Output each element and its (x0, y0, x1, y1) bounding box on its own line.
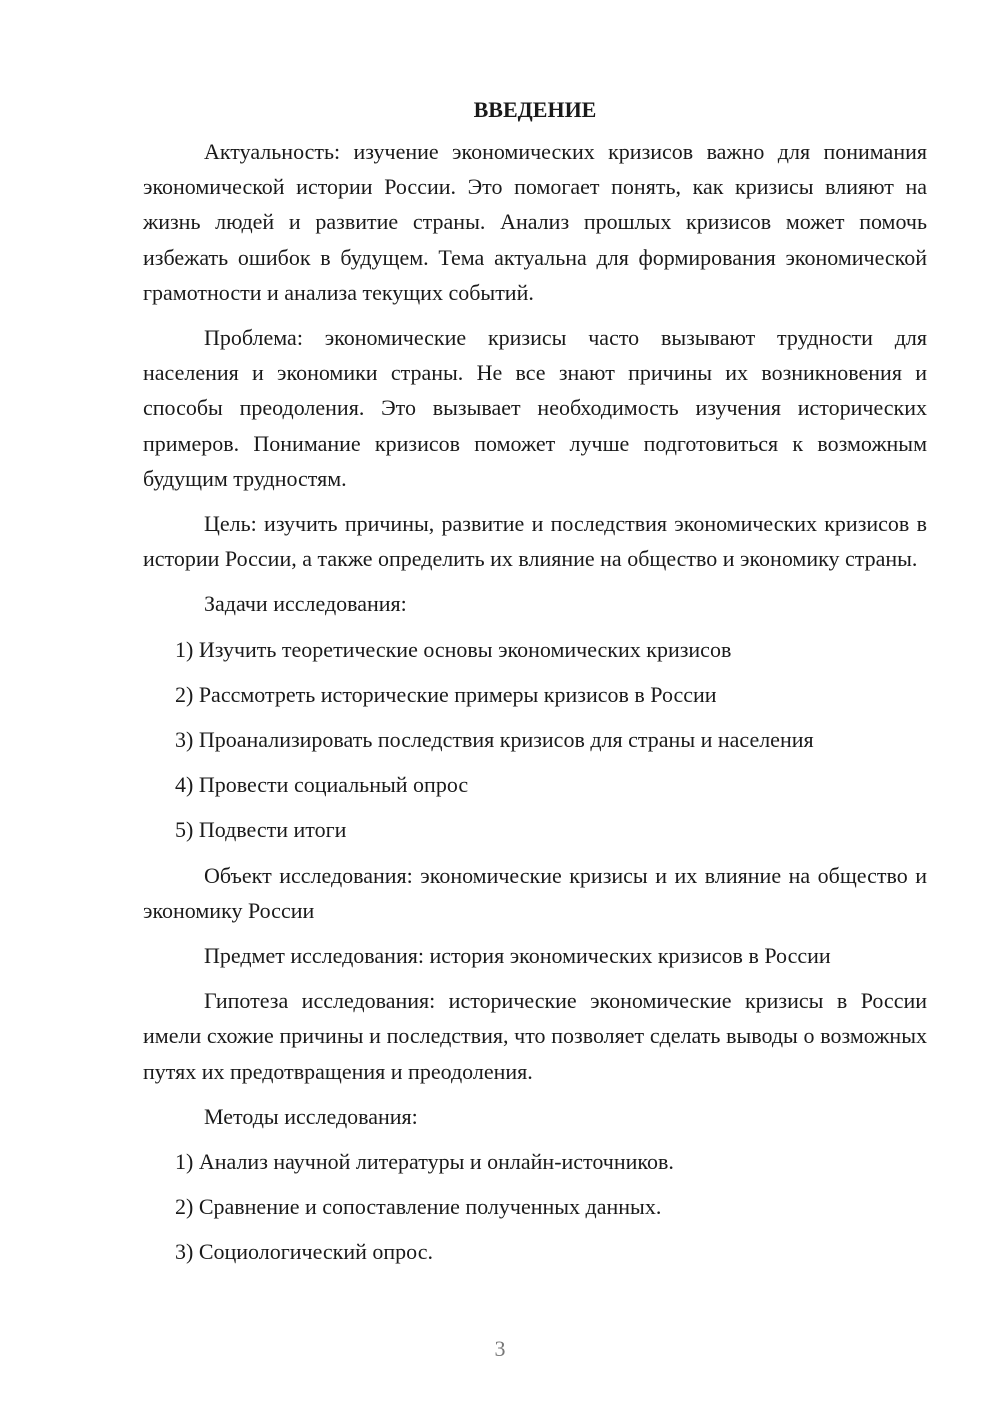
tasks-list (143, 632, 927, 848)
goal-paragraph: Цель: изучить причины, развитие и последствия экономических кризисов в истории России, а также определить их влияние на общество и экономику страны. (143, 511, 927, 572)
list-item: 3) Проанализировать последствия кризисов для страны и населения (175, 727, 814, 753)
list-item: 4) Провести социальный опрос (175, 772, 469, 798)
tasks-heading: Задачи исследования: (204, 591, 407, 617)
methods-list (143, 1144, 927, 1270)
list-item: 2) Сравнение и сопоставление полученных данных. (175, 1194, 662, 1220)
document-body (143, 94, 927, 1280)
problem-paragraph: Проблема: экономические кризисы часто вызывают трудности для населения и экономики страны. Не все знают причины их возникновения и способы преодоления. Это вызывает необходимость изучения исторических примеров. Понимание кризисов поможет лучше подготовиться к возможным будущим трудностям. (143, 325, 927, 491)
list-item: 3) Социологический опрос. (175, 1239, 433, 1265)
page-title: ВВЕДЕНИЕ (473, 97, 597, 122)
object-paragraph: Объект исследования: экономические кризисы и их влияние на общество и экономику России (143, 862, 927, 923)
list-item: 2) Рассмотреть исторические примеры кризисов в России (175, 681, 717, 707)
list-item: 1) Изучить теоретические основы экономических кризисов (175, 636, 732, 662)
page-number: 3 (494, 1336, 506, 1361)
subject-paragraph: Предмет исследования: история экономических кризисов в России (204, 943, 831, 969)
hypothesis-paragraph: Гипотеза исследования: исторические экономические кризисы в России имели схожие причины и последствия, что позволяет сделать выводы о возможных путях их предотвращения и преодоления. (143, 988, 927, 1084)
methods-heading: Методы исследования: (204, 1103, 418, 1129)
list-item: 5) Подвести итоги (175, 817, 347, 843)
relevance-paragraph: Актуальность: изучение экономических кризисов важно для понимания экономической истории России. Это помогает понять, как кризисы влияют на жизнь людей и развитие страны. Анализ прошлых кризисов может помочь избежать ошибок в будущем. Тема актуальна для формирования экономической грамотности и анализа текущих событий. (143, 139, 927, 305)
list-item: 1) Анализ научной литературы и онлайн-источников. (175, 1149, 674, 1175)
